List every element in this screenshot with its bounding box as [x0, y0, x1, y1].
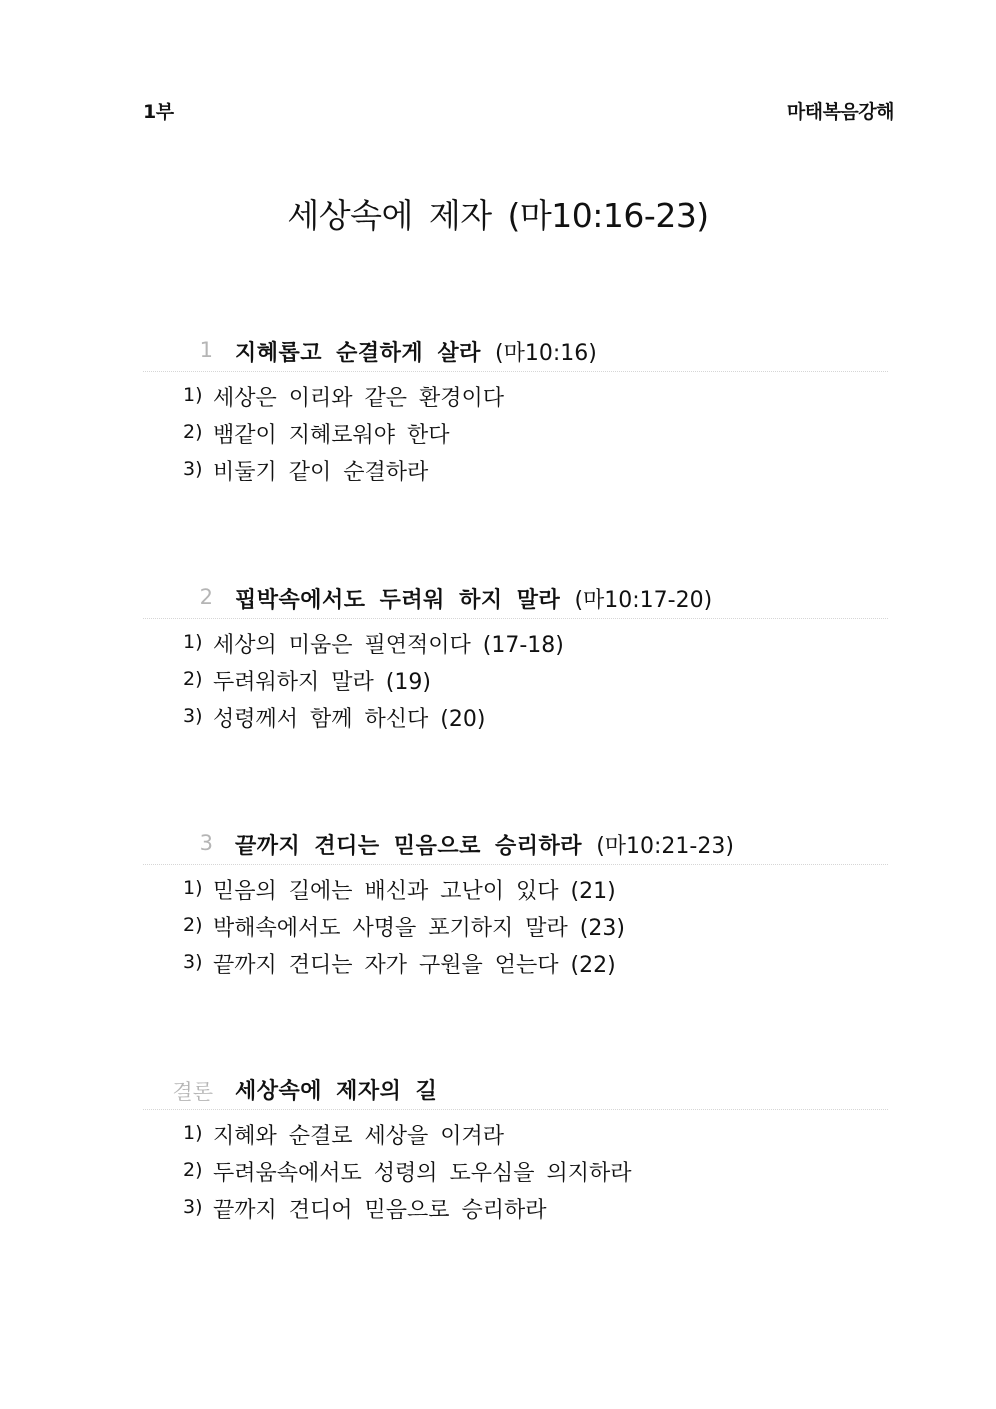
section-divider — [143, 864, 888, 865]
section-point-list — [143, 1116, 888, 1227]
section-number: 1 — [199, 338, 213, 362]
item-number: 2) — [183, 421, 203, 443]
item-number: 2) — [183, 668, 203, 690]
item-number: 1) — [183, 384, 203, 406]
item-number: 1) — [183, 877, 203, 899]
section-number: 결론 — [172, 1080, 213, 1104]
item-text: 성령께서 함께 하신다 (20) — [213, 707, 486, 732]
section-heading — [143, 827, 888, 867]
item-text: 세상의 미움은 필연적이다 (17-18) — [213, 633, 564, 658]
list-item — [143, 452, 888, 489]
section-title: 지혜롭고 순결하게 살라 (마10:16) — [235, 341, 597, 366]
item-number: 2) — [183, 1159, 203, 1181]
section-title: 세상속에 제자의 길 — [235, 1079, 438, 1104]
item-text: 끝까지 견디어 믿음으로 승리하라 — [213, 1198, 547, 1223]
item-number: 3) — [183, 705, 203, 727]
section-reference: (마10:21-23) — [596, 834, 734, 859]
header-series-label: 마태복음강해 — [786, 101, 894, 123]
section-reference: (마10:17-20) — [574, 588, 713, 613]
outline-section-1 — [143, 334, 888, 485]
section-point-list — [143, 625, 888, 736]
section-heading — [143, 1072, 888, 1112]
section-title: 끝까지 견디는 믿음으로 승리하라 (마10:21-23) — [235, 834, 734, 859]
item-text: 지혜와 순결로 세상을 이겨라 — [213, 1124, 505, 1149]
item-text: 믿음의 길에는 배신과 고난이 있다 (21) — [213, 879, 616, 904]
list-item — [143, 871, 888, 908]
section-divider — [143, 371, 888, 372]
section-reference: (마10:16) — [495, 341, 597, 366]
item-text: 비둘기 같이 순결하라 — [213, 460, 429, 485]
outline-section-conclusion — [143, 1072, 888, 1223]
section-title: 핍박속에서도 두려워 하지 말라 (마10:17-20) — [235, 588, 713, 613]
section-point-list — [143, 871, 888, 982]
section-divider — [143, 618, 888, 619]
section-divider — [143, 1109, 888, 1110]
list-item — [143, 908, 888, 945]
item-number: 2) — [183, 914, 203, 936]
item-number: 1) — [183, 1122, 203, 1144]
section-number: 2 — [199, 585, 213, 609]
item-number: 3) — [183, 1196, 203, 1218]
item-text: 두려움속에서도 성령의 도우심을 의지하라 — [213, 1161, 632, 1186]
item-text: 두려워하지 말라 (19) — [213, 670, 431, 695]
section-heading — [143, 581, 888, 621]
section-heading — [143, 334, 888, 374]
list-item — [143, 699, 888, 736]
item-number: 1) — [183, 631, 203, 653]
item-text: 뱀같이 지혜로워야 한다 — [213, 423, 450, 448]
list-item — [143, 625, 888, 662]
list-item — [143, 415, 888, 452]
list-item — [143, 945, 888, 982]
section-point-list — [143, 378, 888, 489]
outline-section-2 — [143, 581, 888, 732]
outline-section-3 — [143, 827, 888, 978]
section-number: 3 — [199, 831, 213, 855]
item-text: 박해속에서도 사명을 포기하지 말라 (23) — [213, 916, 625, 941]
item-number: 3) — [183, 951, 203, 973]
header-part-label: 1부 — [143, 101, 174, 123]
list-item — [143, 1116, 888, 1153]
item-text: 끝까지 견디는 자가 구원을 얻는다 (22) — [213, 953, 616, 978]
item-text: 세상은 이리와 같은 환경이다 — [213, 386, 505, 411]
item-number: 3) — [183, 458, 203, 480]
list-item — [143, 1190, 888, 1227]
list-item — [143, 1153, 888, 1190]
list-item — [143, 378, 888, 415]
list-item — [143, 662, 888, 699]
page-title: 세상속에 제자 (마10:16-23) — [287, 196, 709, 236]
